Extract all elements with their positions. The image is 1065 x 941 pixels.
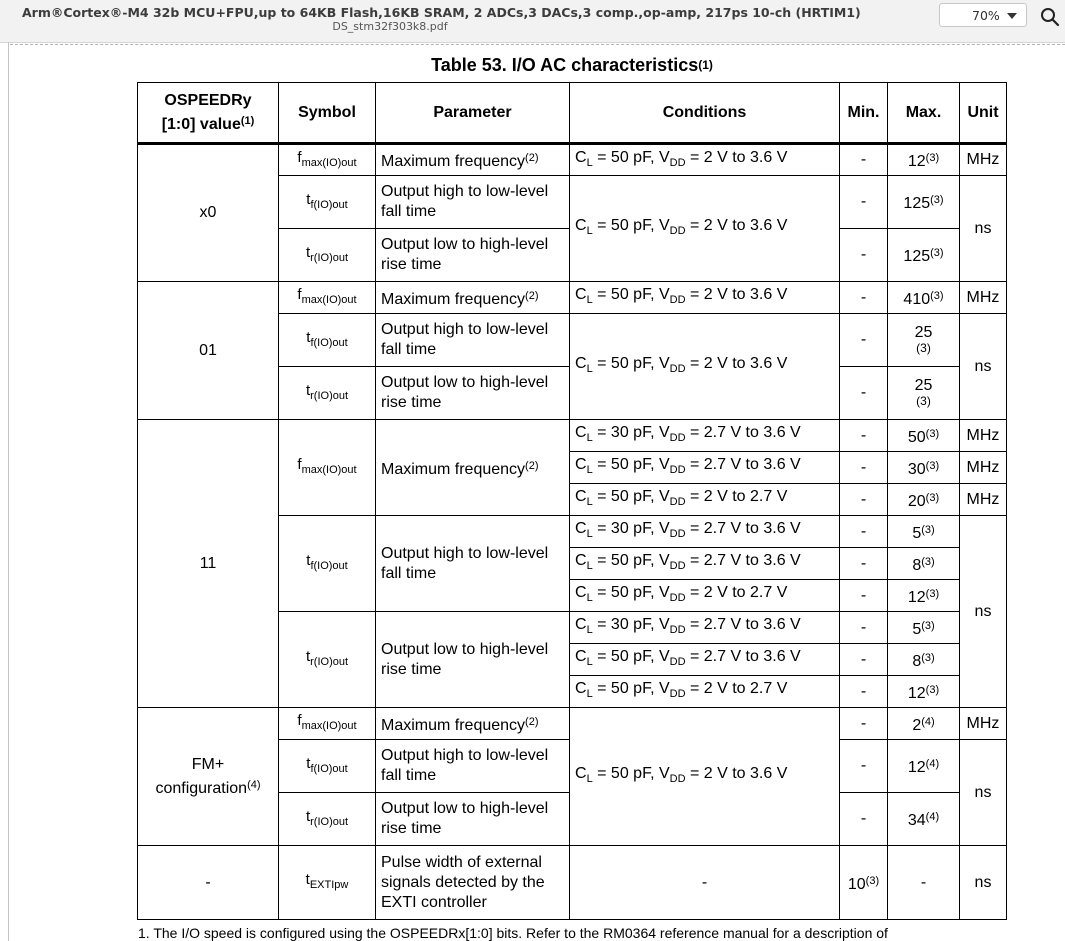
parameter-cell: Output high to low-level fall time [376, 740, 570, 793]
unit-cell: ns [960, 314, 1007, 420]
unit-cell: MHz [960, 282, 1007, 314]
chevron-down-icon [1007, 13, 1017, 19]
io-ac-characteristics-table [137, 82, 1007, 920]
max-cell: 5$^{(3)}$ [888, 612, 960, 644]
min-cell: - [840, 516, 888, 548]
unit-cell: ns [960, 846, 1007, 920]
max-cell: 34$^{(4)}$ [888, 793, 960, 846]
unit-cell: MHz [960, 452, 1007, 484]
header-min: Min. [840, 83, 888, 144]
parameter-cell: Output high to low-level fall time [376, 314, 570, 367]
min-cell: - [840, 548, 888, 580]
symbol-cell: $f_{max(IO)out}$ [279, 708, 376, 740]
max-cell: 25 (3) [888, 314, 960, 367]
ospeed-value: FM+ configuration$^{(4)}$ [138, 708, 279, 846]
header-ospeedr: OSPEEDRy [1:0] value$^{(1)}$ [138, 83, 279, 144]
table-header-row [138, 83, 1007, 144]
header-conditions: Conditions [570, 83, 840, 144]
ospeed-value: 11 [138, 420, 279, 708]
parameter-cell: Output high to low-level fall time [376, 516, 570, 612]
unit-cell: MHz [960, 420, 1007, 452]
parameter-cell: Maximum frequency$^{(2)}$ [376, 708, 570, 740]
min-cell: - [840, 708, 888, 740]
condition-cell: $C_L = 50$ pF, $V_{DD} = 2$ V to 2.7 V [570, 676, 840, 708]
parameter-cell: Output low to high-level rise time [376, 793, 570, 846]
parameter-cell: Maximum frequency$^{(2)}$ [376, 420, 570, 516]
max-cell: 12$^{(3)}$ [888, 676, 960, 708]
symbol-cell: $f_{max(IO)out}$ [279, 420, 376, 516]
min-cell: - [840, 367, 888, 420]
max-cell: 50$^{(3)}$ [888, 420, 960, 452]
symbol-cell: $t_{r(IO)out}$ [279, 793, 376, 846]
table-row [138, 144, 1007, 176]
symbol-cell: $t_{r(IO)out}$ [279, 229, 376, 282]
min-cell: - [840, 314, 888, 367]
parameter-cell: Output low to high-level rise time [376, 229, 570, 282]
max-cell: 12$^{(4)}$ [888, 740, 960, 793]
condition-cell: $C_L = 50$ pF, $V_{DD} = 2$ V to 3.6 V [570, 708, 840, 846]
symbol-cell: $t_{r(IO)out}$ [279, 367, 376, 420]
zoom-select[interactable] [939, 3, 1027, 27]
min-cell: - [840, 644, 888, 676]
max-cell: 2$^{(4)}$ [888, 708, 960, 740]
condition-cell: $C_L = 50$ pF, $V_{DD} = 2.7$ V to 3.6 V [570, 644, 840, 676]
parameter-cell: Output low to high-level rise time [376, 367, 570, 420]
symbol-cell: $f_{max(IO)out}$ [279, 144, 376, 176]
min-cell: - [840, 484, 888, 516]
search-icon[interactable] [1038, 5, 1062, 29]
max-cell: 25 (3) [888, 367, 960, 420]
table-row [138, 708, 1007, 740]
min-cell: - [840, 676, 888, 708]
table-row [138, 420, 1007, 452]
condition-cell: - [570, 846, 840, 920]
min-cell: - [840, 420, 888, 452]
ospeed-value: - [138, 846, 279, 920]
max-cell: 8$^{(3)}$ [888, 644, 960, 676]
condition-cell: $C_L = 50$ pF, $V_{DD} = 2$ V to 3.6 V [570, 314, 840, 420]
min-cell: - [840, 282, 888, 314]
condition-cell: $C_L = 50$ pF, $V_{DD} = 2$ V to 2.7 V [570, 580, 840, 612]
min-cell: - [840, 176, 888, 229]
condition-cell: $C_L = 50$ pF, $V_{DD} = 2.7$ V to 3.6 V [570, 452, 840, 484]
symbol-cell: $t_{EXTIpw}$ [279, 846, 376, 920]
page-separator [10, 44, 1065, 45]
max-cell: 410$^{(3)}$ [888, 282, 960, 314]
table-footnote: 1. The I/O speed is configured using the OSPEEDRx[1:0] bits. Refer to the RM0364 reference manual for a description of [138, 925, 888, 941]
max-cell: 20$^{(3)}$ [888, 484, 960, 516]
page-left-edge [8, 42, 9, 941]
parameter-cell: Output low to high-level rise time [376, 612, 570, 708]
parameter-cell: Output high to low-level fall time [376, 176, 570, 229]
condition-cell: $C_L = 50$ pF, $V_{DD} = 2$ V to 3.6 V [570, 176, 840, 282]
condition-cell: $C_L = 30$ pF, $V_{DD} = 2.7$ V to 3.6 V [570, 516, 840, 548]
table-row [138, 846, 1007, 920]
table-row [138, 282, 1007, 314]
unit-cell: MHz [960, 484, 1007, 516]
header-unit: Unit [960, 83, 1007, 144]
condition-cell: $C_L = 30$ pF, $V_{DD} = 2.7$ V to 3.6 V [570, 612, 840, 644]
header-symbol: Symbol [279, 83, 376, 144]
condition-cell: $C_L = 50$ pF, $V_{DD} = 2$ V to 2.7 V [570, 484, 840, 516]
ospeed-value: 01 [138, 282, 279, 420]
parameter-cell: Maximum frequency$^{(2)}$ [376, 144, 570, 176]
min-cell: - [840, 612, 888, 644]
symbol-cell: $t_{f(IO)out}$ [279, 176, 376, 229]
symbol-cell: $f_{max(IO)out}$ [279, 282, 376, 314]
condition-cell: $C_L = 50$ pF, $V_{DD} = 2$ V to 3.6 V [570, 282, 840, 314]
min-cell: - [840, 229, 888, 282]
condition-cell: $C_L = 50$ pF, $V_{DD} = 2$ V to 3.6 V [570, 144, 840, 176]
max-cell: 12$^{(3)}$ [888, 144, 960, 176]
min-cell: - [840, 740, 888, 793]
min-cell: 10$^{(3)}$ [840, 846, 888, 920]
max-cell: - [888, 846, 960, 920]
unit-cell: MHz [960, 144, 1007, 176]
min-cell: - [840, 793, 888, 846]
header-parameter: Parameter [376, 83, 570, 144]
unit-cell: ns [960, 516, 1007, 708]
header-max: Max. [888, 83, 960, 144]
min-cell: - [840, 580, 888, 612]
max-cell: 30$^{(3)}$ [888, 452, 960, 484]
document-filename: DS_stm32f303k8.pdf [332, 20, 448, 33]
symbol-cell: $t_{f(IO)out}$ [279, 314, 376, 367]
symbol-cell: $t_{f(IO)out}$ [279, 516, 376, 612]
document-header-bar [0, 0, 1065, 43]
min-cell: - [840, 452, 888, 484]
ospeed-value: x0 [138, 144, 279, 282]
condition-cell: $C_L = 50$ pF, $V_{DD} = 2.7$ V to 3.6 V [570, 548, 840, 580]
symbol-cell: $t_{r(IO)out}$ [279, 612, 376, 708]
max-cell: 12$^{(3)}$ [888, 580, 960, 612]
condition-cell: $C_L = 30$ pF, $V_{DD} = 2.7$ V to 3.6 V [570, 420, 840, 452]
document-title: Arm®Cortex®-M4 32b MCU+FPU,up to 64KB Flash,16KB SRAM, 2 ADCs,3 DACs,3 comp.,op-amp, 217ps 10-ch (HRTIM1) [22, 5, 861, 20]
max-cell: 125$^{(3)}$ [888, 176, 960, 229]
table-title: Table 53. I/O AC characteristics$^{(1)}$ [431, 55, 713, 75]
max-cell: 125$^{(3)}$ [888, 229, 960, 282]
symbol-cell: $t_{f(IO)out}$ [279, 740, 376, 793]
unit-cell: ns [960, 740, 1007, 846]
parameter-cell: Maximum frequency$^{(2)}$ [376, 282, 570, 314]
unit-cell: ns [960, 176, 1007, 282]
unit-cell: MHz [960, 708, 1007, 740]
min-cell: - [840, 144, 888, 176]
parameter-cell: Pulse width of external signals detected by the EXTI controller [376, 846, 570, 920]
max-cell: 8$^{(3)}$ [888, 548, 960, 580]
max-cell: 5$^{(3)}$ [888, 516, 960, 548]
zoom-value: 70% [972, 8, 1000, 23]
